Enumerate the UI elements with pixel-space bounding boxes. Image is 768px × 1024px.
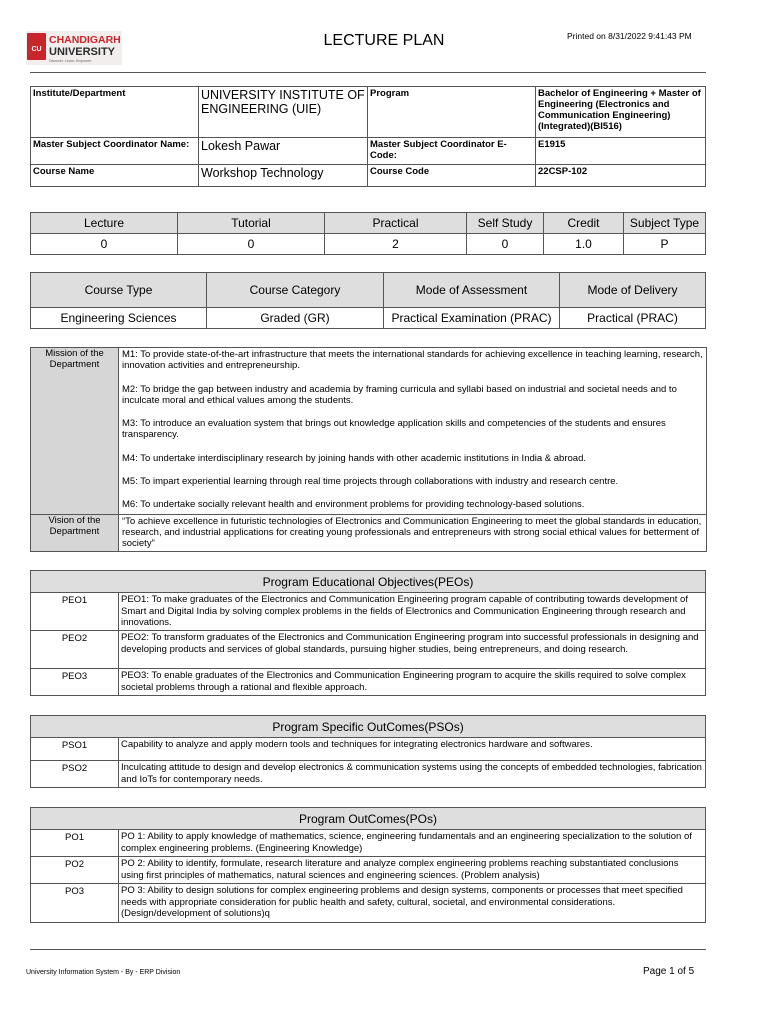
pso-code: PSO2 — [31, 761, 119, 788]
footer-system-label: University Information System - By - ERP Division — [26, 969, 181, 976]
info-label: Course Name — [31, 165, 199, 187]
peo-code: PEO1 — [31, 593, 119, 631]
peo-title: Program Educational Objectives(PEOs) — [31, 571, 706, 593]
pso-table — [30, 715, 706, 788]
hours-header-row — [31, 213, 706, 234]
hours-value: 2 — [325, 234, 467, 255]
mission-item: M6: To undertake socially relevant health and environment problems for providing technology-based solutions. — [122, 499, 585, 511]
logo-line1: CHANDIGARH — [49, 34, 121, 46]
hours-header: Practical — [325, 213, 467, 234]
hours-header: Subject Type — [624, 213, 706, 234]
hours-value: 0 — [467, 234, 544, 255]
info-value: 22CSP-102 — [536, 165, 706, 187]
peo-text: PEO3: To enable graduates of the Electronics and Communication Engineering program to acquire the skills required to solve complex societal problems through a rational and flexible approach. — [119, 669, 706, 696]
mission-label: Mission of the Department — [31, 348, 119, 515]
info-row — [31, 165, 706, 187]
info-row — [31, 87, 706, 138]
pso-row — [31, 761, 706, 788]
hours-header: Tutorial — [178, 213, 325, 234]
hours-header: Self Study — [467, 213, 544, 234]
peo-text: PEO2: To transform graduates of the Electronics and Communication Engineering program into successful professionals in designing and developing products and services of global standards, pursuing higher studies, being entrepreneurs, and doing research. — [119, 631, 706, 669]
po-table — [30, 807, 706, 923]
po-code: PO1 — [31, 830, 119, 857]
po-text: PO 3: Ability to design solutions for complex engineering problems and design systems, components or processes that meet specified needs with appropriate consideration for public health and safety, cultural, societal, and environmental considerations. (Design/development of solutions)q — [119, 884, 706, 923]
header-divider — [30, 72, 706, 73]
pso-text: Inculcating attitude to design and develop electronics & communication systems using the concepts of embedded technologies, fabrication and IoTs for contemporary needs. — [119, 761, 706, 788]
course-type-value: Graded (GR) — [207, 308, 384, 329]
course-type-header: Mode of Delivery — [560, 273, 706, 308]
po-text: PO 1: Ability to apply knowledge of mathematics, science, engineering fundamentals and an engineering specialization to the solution of complex engineering problems. (Engineering Knowledge) — [119, 830, 706, 857]
pso-row — [31, 738, 706, 761]
course-type-header: Course Category — [207, 273, 384, 308]
peo-row — [31, 669, 706, 696]
po-text: PO 2: Ability to identify, formulate, research literature and analyze complex engineering problems reaching substantiated conclusions using first principles of mathematics, natural sciences and engineering sciences. (Problem analysis) — [119, 857, 706, 884]
logo-tagline: Discover. Learn. Empower. — [49, 59, 92, 63]
mission-text — [119, 348, 707, 515]
mission-item: M4: To undertake interdisciplinary research by joining hands with other academic institutions in India & abroad. — [122, 452, 586, 464]
vision-row — [31, 514, 707, 551]
course-type-table — [30, 272, 706, 329]
mission-vision-table — [30, 347, 707, 552]
info-label: Program — [368, 87, 536, 138]
info-value: Bachelor of Engineering + Master of Engineering (Electronics and Communication Engineering) (Integrated)(BI516) — [536, 87, 706, 138]
info-row — [31, 138, 706, 165]
pso-title: Program Specific OutComes(PSOs) — [31, 716, 706, 738]
course-info-table — [30, 86, 706, 187]
peo-row — [31, 631, 706, 669]
peo-code: PEO2 — [31, 631, 119, 669]
mission-item: M3: To introduce an evaluation system that brings out knowledge application skills and competencies of the students and ensures transparency. — [122, 418, 666, 441]
page-title: LECTURE PLAN — [323, 32, 445, 49]
page-number: Page 1 of 5 — [643, 966, 695, 977]
vision-text: “To achieve excellence in futuristic technologies of Electronics and Communication Engineering to meet the global standards in education, research, and industrial applications for creating young professionals and entrepreneurs with strong social ethical values for betterment of society” — [119, 514, 707, 551]
mission-item: M1: To provide state-of-the-art infrastructure that meets the international standards for achieving excellence in teaching learning, research, innovation activities and entrepreneurship. — [122, 349, 703, 372]
po-row — [31, 857, 706, 884]
mission-item: M5: To impart experiential learning through real time projects through collaborations with industry and research centre. — [122, 476, 619, 488]
hours-table — [30, 212, 706, 255]
po-row — [31, 830, 706, 857]
course-type-value: Engineering Sciences — [31, 308, 207, 329]
peo-code: PEO3 — [31, 669, 119, 696]
po-code: PO2 — [31, 857, 119, 884]
info-label: Master Subject Coordinator Name: — [31, 138, 199, 165]
course-type-header: Mode of Assessment — [384, 273, 560, 308]
hours-header: Credit — [544, 213, 624, 234]
info-value: UNIVERSITY INSTITUTE OF ENGINEERING (UIE) — [199, 87, 368, 138]
course-type-value: Practical (PRAC) — [560, 308, 706, 329]
hours-value-row — [31, 234, 706, 255]
po-title: Program OutComes(POs) — [31, 808, 706, 830]
logo-badge: CU — [31, 46, 42, 53]
course-type-value-row — [31, 308, 706, 329]
info-value: E1915 — [536, 138, 706, 165]
hours-value: 0 — [31, 234, 178, 255]
course-type-header-row — [31, 273, 706, 308]
footer-divider — [30, 949, 706, 950]
peo-table — [30, 570, 706, 696]
po-row — [31, 884, 706, 923]
info-value: Workshop Technology — [199, 165, 368, 187]
peo-row — [31, 593, 706, 631]
mission-row — [31, 348, 707, 515]
hours-value: P — [624, 234, 706, 255]
info-label: Master Subject Coordinator E-Code: — [368, 138, 536, 165]
course-type-value: Practical Examination (PRAC) — [384, 308, 560, 329]
mission-item: M2: To bridge the gap between industry and academia by framing curricula and syllabi based on industrial and societal needs and to inculcate moral and ethical values among the students. — [122, 383, 677, 406]
printed-timestamp: Printed on 8/31/2022 9:41:43 PM — [567, 31, 692, 41]
vision-label: Vision of the Department — [31, 514, 119, 551]
hours-header: Lecture — [31, 213, 178, 234]
info-value: Lokesh Pawar — [199, 138, 368, 165]
info-label: Institute/Department — [31, 87, 199, 138]
hours-value: 0 — [178, 234, 325, 255]
course-type-header: Course Type — [31, 273, 207, 308]
pso-text: Capability to analyze and apply modern tools and techniques for integrating electronics hardware and softwares. — [119, 738, 706, 761]
pso-code: PSO1 — [31, 738, 119, 761]
peo-text: PEO1: To make graduates of the Electronics and Communication Engineering program capable of contributing towards development of Smart and Digital India by solving complex problems in the fields of Electronics and Communication Engineering through research and innovations. — [119, 593, 706, 631]
info-label: Course Code — [368, 165, 536, 187]
hours-value: 1.0 — [544, 234, 624, 255]
logo-line2: UNIVERSITY — [49, 46, 116, 58]
po-code: PO3 — [31, 884, 119, 923]
